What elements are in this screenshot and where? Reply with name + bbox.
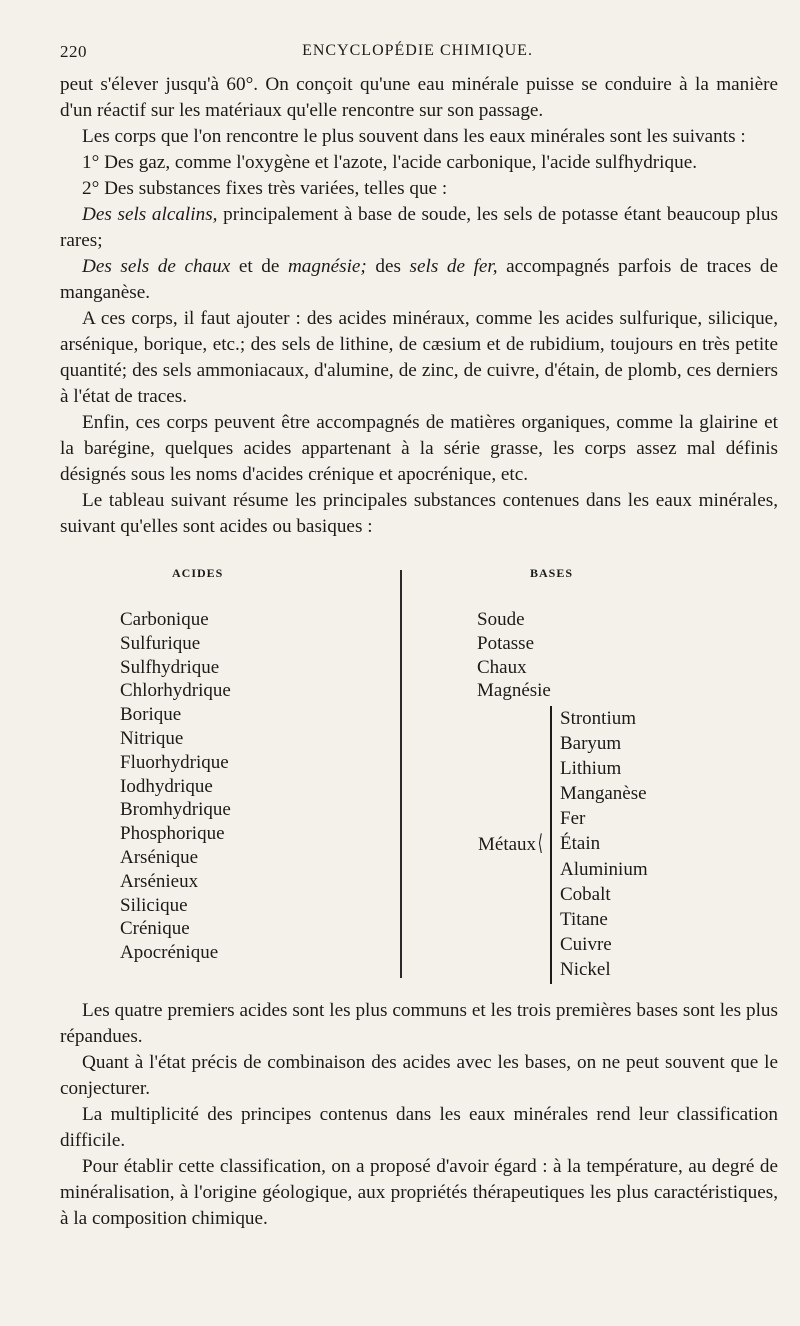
- base-item: Soude: [477, 609, 525, 630]
- paragraph: Le tableau suivant résume les principales substances contenues dans les eaux minérales, suivant qu'elles sont acides ou basiques :: [60, 490, 778, 537]
- acid-item: Arsénique: [120, 846, 199, 868]
- body-text-bottom: [60, 998, 778, 1232]
- acid-item: Sulfhydrique: [120, 656, 220, 678]
- metal-item: Baryum: [560, 733, 622, 755]
- acid-item: Fluorhydrique: [120, 751, 229, 773]
- metals-brace: ⟨: [537, 830, 543, 855]
- acid-item: Crénique: [120, 918, 190, 940]
- acid-item: Phosphorique: [120, 823, 225, 845]
- metals-list: [560, 706, 648, 982]
- paragraph-text: des: [366, 256, 410, 277]
- paragraph-lime-salts: [60, 254, 778, 306]
- paragraph-text: principalement à base de soude, les sels de potasse étant beaucoup plus rares;: [60, 204, 778, 251]
- base-item: Magnésie: [477, 680, 551, 702]
- acid-item: Bromhydrique: [120, 799, 231, 821]
- paragraph: La multiplicité des principes contenus dans les eaux minérales rend leur classification difficile.: [60, 1104, 778, 1151]
- emphasis: Des sels de chaux: [82, 256, 231, 277]
- emphasis: magnésie;: [287, 256, 367, 277]
- metal-item: Nickel: [560, 958, 611, 980]
- metal-item: Lithium: [560, 758, 622, 780]
- paragraph: Pour établir cette classification, on a proposé d'avoir égard : à la température, au degré de minéralisation, à l'origine géologique, aux propriétés thérapeutiques les plus caractéristiques, à la composition chimique.: [60, 1156, 778, 1229]
- paragraph: Quant à l'état précis de combinaison des acides avec les bases, on ne peut souvent que le conjecturer.: [60, 1052, 778, 1099]
- acid-item: Sulfurique: [120, 632, 201, 654]
- column-divider: [400, 570, 402, 978]
- acid-item: Silicique: [120, 894, 188, 916]
- paragraph: A ces corps, il faut ajouter : des acides minéraux, comme les acides sulfurique, silicique, arsénique, borique, etc.; des sels de lithine, de cæsium et de rubidium, toujours en très petite quantité; des sels ammoniacaux, d'alumine, de zinc, de cuivre, d'étain, de plomb, ces derniers à l'état de traces.: [60, 308, 778, 407]
- paragraph: Les quatre premiers acides sont les plus communs et les trois premières bases sont les plus répandues.: [60, 1000, 778, 1047]
- acid-item: Nitrique: [120, 727, 184, 749]
- metals-bracket: [550, 706, 552, 984]
- paragraph-text: accompagnés parfois de traces de manganèse.: [60, 256, 779, 303]
- bases-list: [477, 608, 551, 703]
- metal-item: Fer: [560, 808, 586, 830]
- paragraph-text: et de: [230, 256, 288, 277]
- acids-bases-table: [60, 566, 778, 986]
- page-number: 220: [60, 42, 87, 61]
- metal-item: Titane: [560, 908, 608, 930]
- paragraph: Enfin, ces corps peuvent être accompagnés de matières organiques, comme la glairine et la barégine, quelques acides appartenant à la série grasse, les corps assez mal définis désignés sous les noms d'acides crénique et apocrénique, etc.: [60, 412, 778, 485]
- metal-item: Aluminium: [560, 858, 648, 880]
- list-item-gases: 1° Des gaz, comme l'oxygène et l'azote, l'acide carbonique, l'acide sulfhydrique.: [82, 152, 698, 173]
- acid-item: Arsénieux: [120, 870, 199, 892]
- base-item: Potasse: [477, 632, 534, 654]
- acid-item: Carbonique: [120, 609, 209, 630]
- page-header: [60, 42, 775, 66]
- metal-item: Manganèse: [560, 783, 647, 805]
- paragraph-alkaline-salts: [60, 202, 778, 254]
- acid-item: Borique: [120, 704, 182, 726]
- acids-list: [120, 608, 231, 965]
- paragraph: Les corps que l'on rencontre le plus souvent dans les eaux minérales sont les suivants :: [82, 126, 746, 147]
- body-text-top: [60, 72, 778, 540]
- acid-item: Iodhydrique: [120, 775, 213, 797]
- metal-item: Cobalt: [560, 883, 611, 905]
- acids-header: ACIDES: [172, 566, 224, 580]
- base-item: Chaux: [477, 656, 527, 678]
- running-title: ENCYCLOPÉDIE CHIMIQUE.: [302, 42, 533, 59]
- metal-item: Strontium: [560, 708, 637, 729]
- metals-label: Métaux: [478, 834, 537, 855]
- emphasis: Des sels alcalins,: [82, 204, 218, 225]
- emphasis: sels de fer,: [409, 256, 498, 277]
- metal-item: Étain: [560, 833, 601, 855]
- list-item-fixed-substances: 2° Des substances fixes très variées, telles que :: [82, 178, 448, 199]
- acid-item: Apocrénique: [120, 942, 219, 964]
- acid-item: Chlorhydrique: [120, 680, 231, 702]
- bases-header: BASES: [530, 566, 574, 580]
- metal-item: Cuivre: [560, 933, 612, 955]
- paragraph: peut s'élever jusqu'à 60°. On conçoit qu'une eau minérale puisse se conduire à la manière d'un réactif sur les matériaux qu'elle rencontre sur son passage.: [60, 74, 778, 121]
